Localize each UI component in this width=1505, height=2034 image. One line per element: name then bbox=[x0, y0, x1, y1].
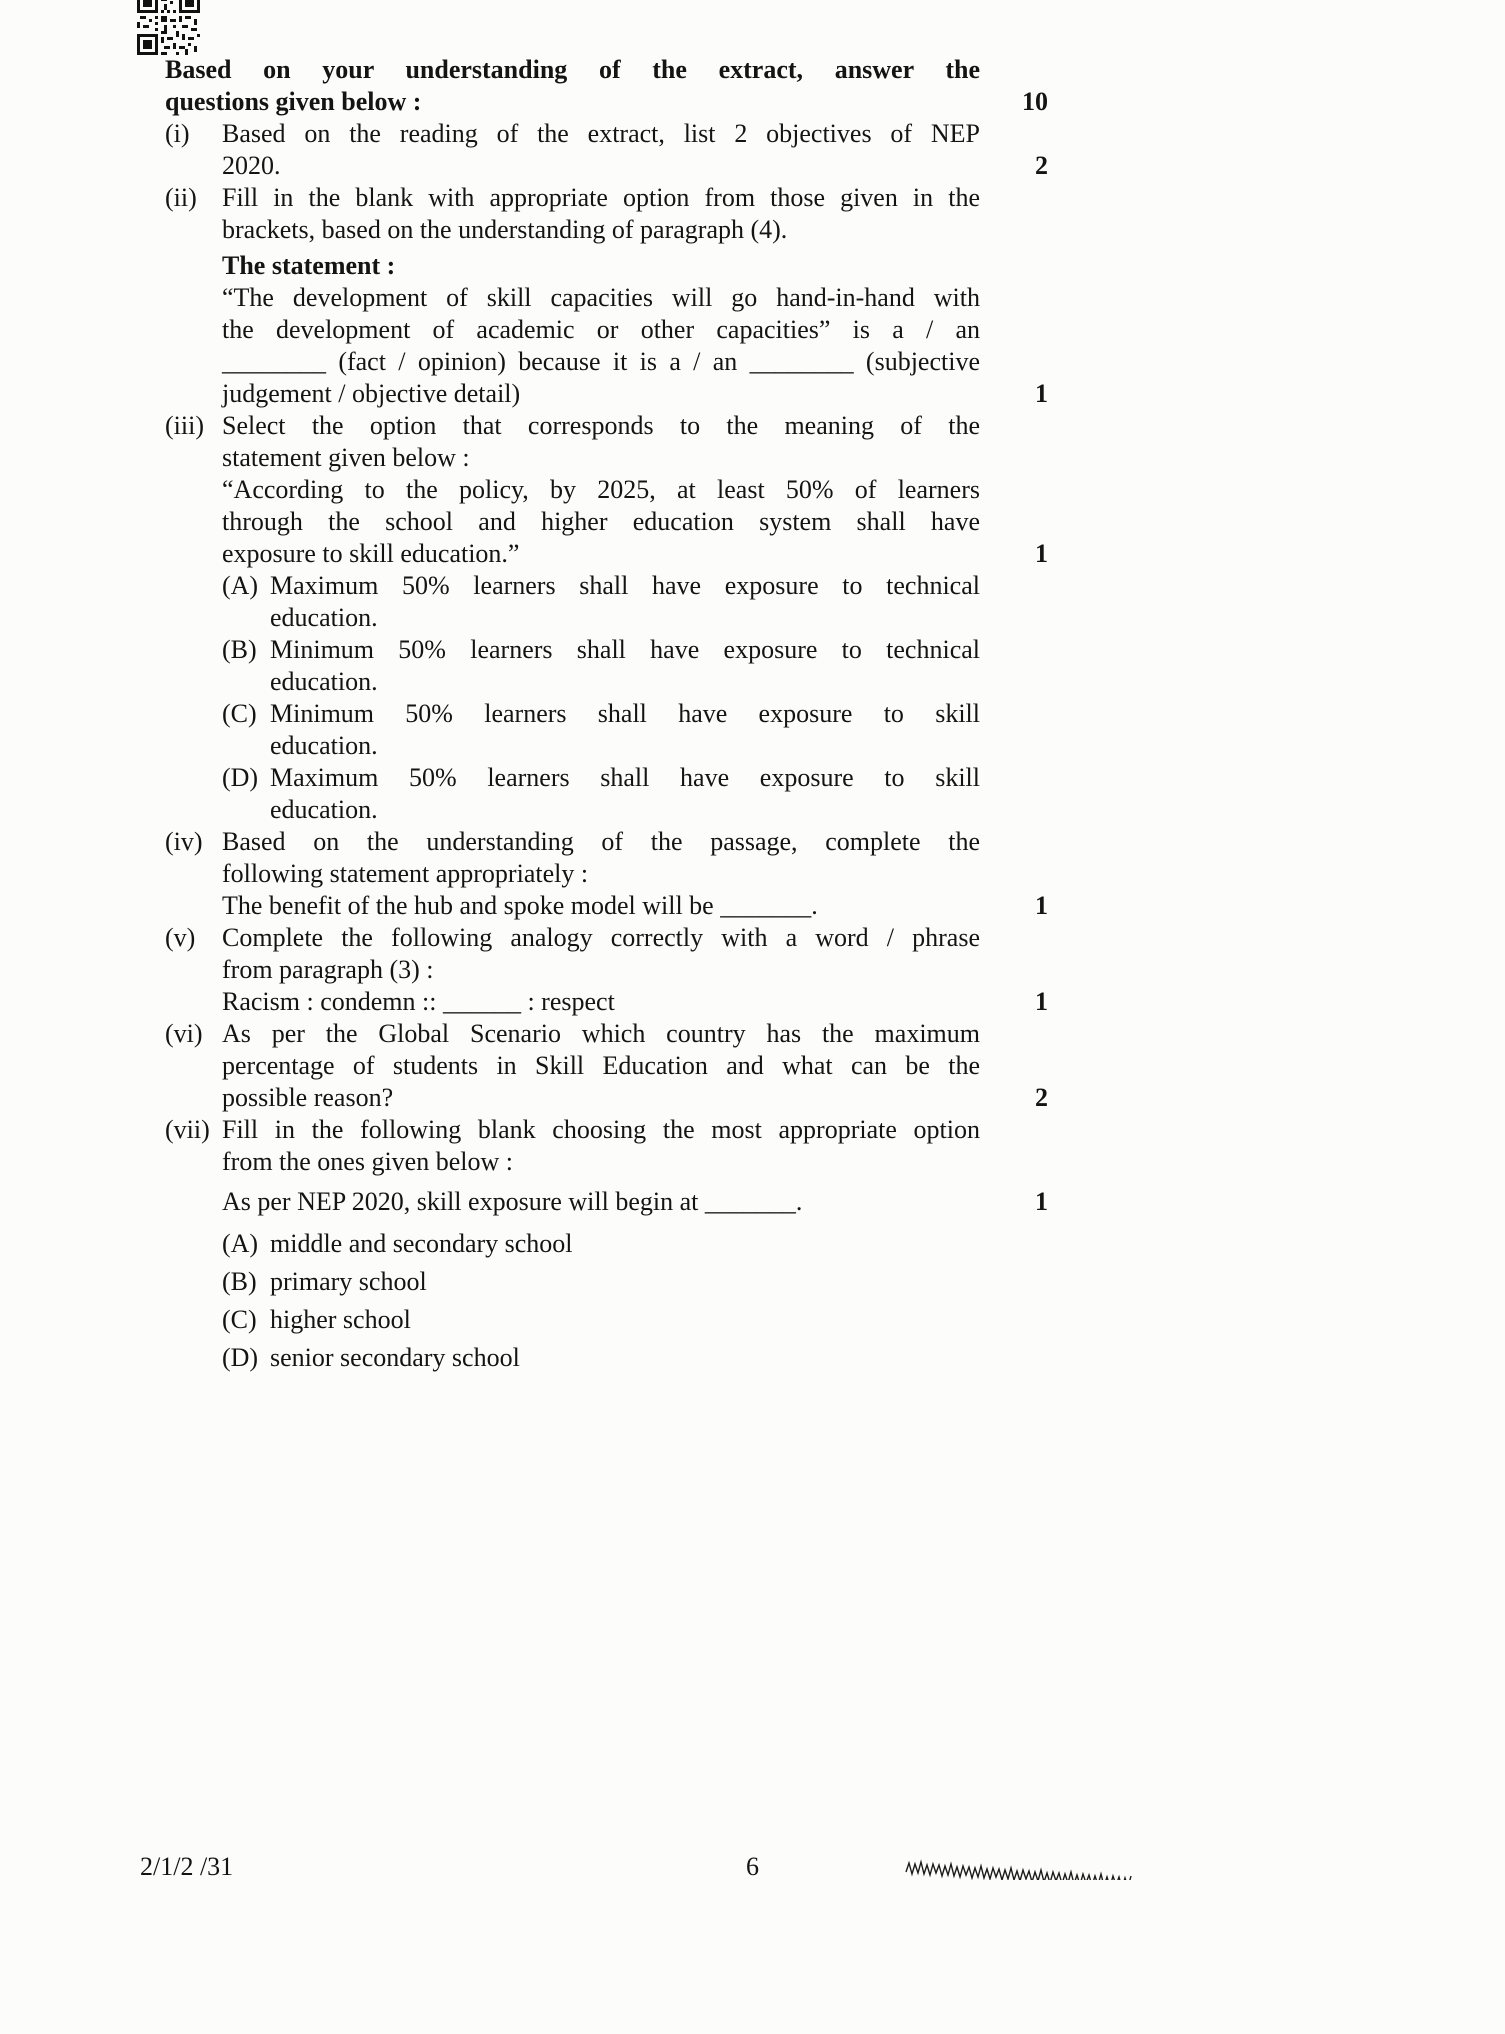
statement-quote-line-3 bbox=[165, 346, 1048, 378]
option-text: middle and secondary school bbox=[270, 1229, 573, 1258]
marks-total: 10 bbox=[1022, 87, 1048, 116]
quote-text: through the school and higher education system shall have bbox=[222, 507, 980, 536]
question-v-line-3 bbox=[165, 986, 1048, 1018]
question-text: Fill in the blank with appropriate option from those given in the bbox=[222, 183, 980, 212]
statement-label-line bbox=[165, 250, 1048, 282]
question-vii-line-2 bbox=[165, 1146, 1048, 1178]
question-iii-line-2 bbox=[165, 442, 1048, 474]
question-text: statement given below : bbox=[222, 443, 470, 472]
statement-label: The statement : bbox=[222, 251, 396, 280]
option-c-line-2 bbox=[165, 730, 1048, 762]
question-text: Based on the understanding of the passage, complete the bbox=[222, 827, 980, 856]
option-text: Maximum 50% learners shall have exposure to technical bbox=[270, 571, 980, 600]
marks-value: 1 bbox=[1035, 891, 1048, 920]
question-block bbox=[165, 54, 1048, 1374]
question-text: from the ones given below : bbox=[222, 1147, 513, 1176]
option-label: (D) bbox=[222, 1343, 259, 1372]
question-vii-line-1 bbox=[165, 1114, 1048, 1146]
option-b-line-1 bbox=[165, 634, 1048, 666]
option-c-line-1 bbox=[165, 698, 1048, 730]
question-text: Complete the following analogy correctly with a word / phrase bbox=[222, 923, 980, 952]
question-number: (ii) bbox=[165, 183, 197, 212]
option-a-line bbox=[165, 1228, 1048, 1260]
option-text: senior secondary school bbox=[270, 1343, 520, 1372]
intro-text: Based on your understanding of the extract, answer the bbox=[165, 55, 980, 84]
option-text: education. bbox=[270, 603, 378, 632]
question-number: (iv) bbox=[165, 827, 203, 856]
question-iv-line-2 bbox=[165, 858, 1048, 890]
option-label: (A) bbox=[222, 571, 259, 600]
footer-squiggle-mark bbox=[905, 1858, 1137, 1880]
question-text: brackets, based on the understanding of paragraph (4). bbox=[222, 215, 788, 244]
question-text: from paragraph (3) : bbox=[222, 955, 434, 984]
fill-blank-text: The benefit of the hub and spoke model will be _______. bbox=[222, 891, 818, 920]
statement-quote-line-4 bbox=[165, 378, 1048, 410]
question-ii-line-1 bbox=[165, 182, 1048, 214]
option-a-line-2 bbox=[165, 602, 1048, 634]
option-text: Maximum 50% learners shall have exposure to skill bbox=[270, 763, 980, 792]
option-text: education. bbox=[270, 667, 378, 696]
qr-code bbox=[137, 0, 200, 55]
question-number: (iii) bbox=[165, 411, 204, 440]
option-text: higher school bbox=[270, 1305, 411, 1334]
question-v-line-2 bbox=[165, 954, 1048, 986]
option-text: Minimum 50% learners shall have exposure to technical bbox=[270, 635, 980, 664]
question-iii-line-1 bbox=[165, 410, 1048, 442]
question-iv-line-1 bbox=[165, 826, 1048, 858]
question-text: following statement appropriately : bbox=[222, 859, 589, 888]
option-label: (D) bbox=[222, 763, 259, 792]
question-vii-line-3 bbox=[165, 1186, 1048, 1218]
statement-text: “The development of skill capacities will go hand-in-hand with bbox=[222, 283, 980, 312]
option-label: (A) bbox=[222, 1229, 259, 1258]
question-text: As per the Global Scenario which country has the maximum bbox=[222, 1019, 980, 1048]
option-label: (C) bbox=[222, 1305, 257, 1334]
statement-text: judgement / objective detail) bbox=[222, 379, 521, 408]
quote-line-1 bbox=[165, 474, 1048, 506]
statement-quote-line-2 bbox=[165, 314, 1048, 346]
statement-quote-line-1 bbox=[165, 282, 1048, 314]
option-b-line bbox=[165, 1266, 1048, 1298]
intro-text: questions given below : bbox=[165, 87, 422, 116]
option-label: (C) bbox=[222, 699, 257, 728]
option-d-line-1 bbox=[165, 762, 1048, 794]
question-text: 2020. bbox=[222, 151, 281, 180]
question-text: Fill in the following blank choosing the most appropriate option bbox=[222, 1115, 980, 1144]
question-v-line-1 bbox=[165, 922, 1048, 954]
question-i-line-2 bbox=[165, 150, 1048, 182]
question-i-line-1 bbox=[165, 118, 1048, 150]
question-vi-line-3 bbox=[165, 1082, 1048, 1114]
question-number: (v) bbox=[165, 923, 196, 952]
question-vi-line-1 bbox=[165, 1018, 1048, 1050]
option-text: Minimum 50% learners shall have exposure to skill bbox=[270, 699, 980, 728]
analogy-text: Racism : condemn :: ______ : respect bbox=[222, 987, 615, 1016]
statement-text: the development of academic or other capacities” is a / an bbox=[222, 315, 980, 344]
marks-value: 1 bbox=[1035, 987, 1048, 1016]
question-number: (vi) bbox=[165, 1019, 203, 1048]
marks-value: 2 bbox=[1035, 151, 1048, 180]
intro-line-1 bbox=[165, 54, 1048, 86]
option-label: (B) bbox=[222, 1267, 257, 1296]
statement-text: ________ (fact / opinion) because it is a / an ________ (subjective bbox=[222, 347, 980, 376]
option-text: education. bbox=[270, 731, 378, 760]
question-number: (i) bbox=[165, 119, 190, 148]
page-number: 6 bbox=[746, 1852, 759, 1881]
marks-value: 1 bbox=[1035, 539, 1048, 568]
fill-blank-text: As per NEP 2020, skill exposure will begin at _______. bbox=[222, 1187, 803, 1216]
question-ii-line-2 bbox=[165, 214, 1048, 246]
quote-line-3 bbox=[165, 538, 1048, 570]
question-text: percentage of students in Skill Education and what can be the bbox=[222, 1051, 980, 1080]
question-text: possible reason? bbox=[222, 1083, 394, 1112]
option-label: (B) bbox=[222, 635, 257, 664]
option-text: education. bbox=[270, 795, 378, 824]
option-d-line bbox=[165, 1342, 1048, 1374]
quote-line-2 bbox=[165, 506, 1048, 538]
quote-text: exposure to skill education.” bbox=[222, 539, 520, 568]
option-b-line-2 bbox=[165, 666, 1048, 698]
option-c-line bbox=[165, 1304, 1048, 1336]
quote-text: “According to the policy, by 2025, at least 50% of learners bbox=[222, 475, 980, 504]
paper-code: 2/1/2 /31 bbox=[140, 1852, 234, 1881]
intro-line-2 bbox=[165, 86, 1048, 118]
question-vi-line-2 bbox=[165, 1050, 1048, 1082]
marks-value: 1 bbox=[1035, 1187, 1048, 1216]
option-d-line-2 bbox=[165, 794, 1048, 826]
option-text: primary school bbox=[270, 1267, 427, 1296]
marks-value: 1 bbox=[1035, 379, 1048, 408]
question-text: Select the option that corresponds to the meaning of the bbox=[222, 411, 980, 440]
question-iv-line-3 bbox=[165, 890, 1048, 922]
question-text: Based on the reading of the extract, list 2 objectives of NEP bbox=[222, 119, 980, 148]
option-a-line-1 bbox=[165, 570, 1048, 602]
question-number: (vii) bbox=[165, 1115, 210, 1144]
marks-value: 2 bbox=[1035, 1083, 1048, 1112]
